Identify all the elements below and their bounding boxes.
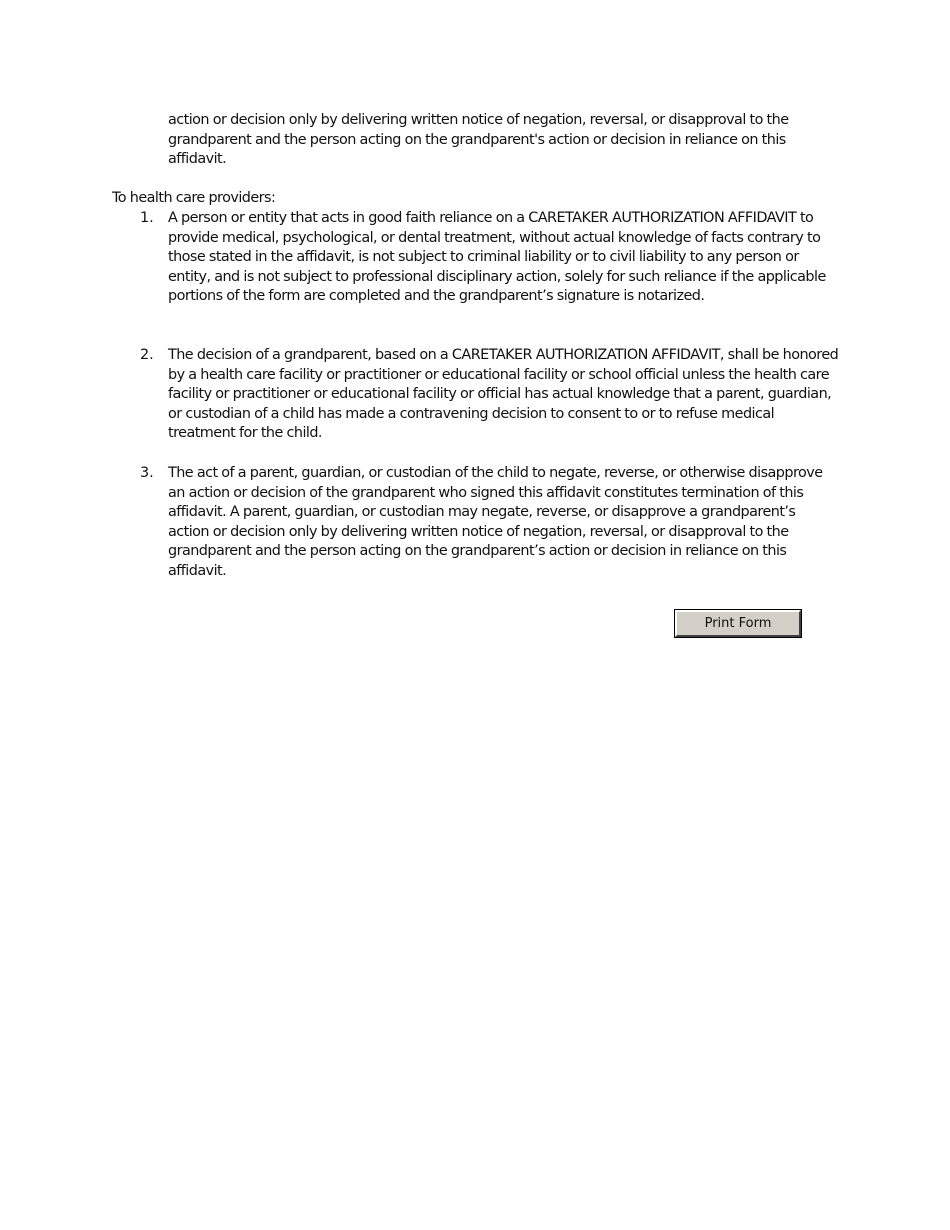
print-form-button[interactable]: Print Form xyxy=(675,610,801,637)
list-item-number: 3. xyxy=(140,465,154,481)
list-item-text: A person or entity that acts in good faith reliance on a CARETAKER AUTHORIZATION AFFIDAVIT to provide medical, psychological, or dental treatment, without actual knowledge of facts contrary to those stated in the affidavit, is not subject to criminal liability or to civil liability to any person or entity, and is not subject to professional disciplinary action, solely for such reliance if the applicable portions of the form are completed and the grandparent’s signature is notarized. xyxy=(168,210,826,305)
list-item-text: The decision of a grandparent, based on a CARETAKER AUTHORIZATION AFFIDAVIT, shall be honored by a health care facility or practitioner or educational facility or school official unless the health care facility or practitioner or educational facility or official has actual knowledge that a parent, guardian, or custodian of a child has made a contravening decision to consent to or to refuse medical treatment for the child. xyxy=(168,347,839,442)
section-heading: To health care providers: xyxy=(112,190,276,206)
list-item-number: 1. xyxy=(140,210,154,226)
list-item-text: The act of a parent, guardian, or custodian of the child to negate, reverse, or otherwise disapprove an action or decision of the grandparent who signed this affidavit constitutes termination of this affidavit. A parent, guardian, or custodian may negate, reverse, or disapprove a grandparent’s action or decision only by delivering written notice of negation, reversal, or disapproval to the grandparent and the person acting on the grandparent’s action or decision in reliance on this affidavit. xyxy=(168,465,823,579)
continued-paragraph: action or decision only by delivering written notice of negation, reversal, or disapproval to the grandparent and the person acting on the grandparent's action or decision in reliance on this affidavit. xyxy=(168,112,789,168)
list-item-number: 2. xyxy=(140,347,154,363)
